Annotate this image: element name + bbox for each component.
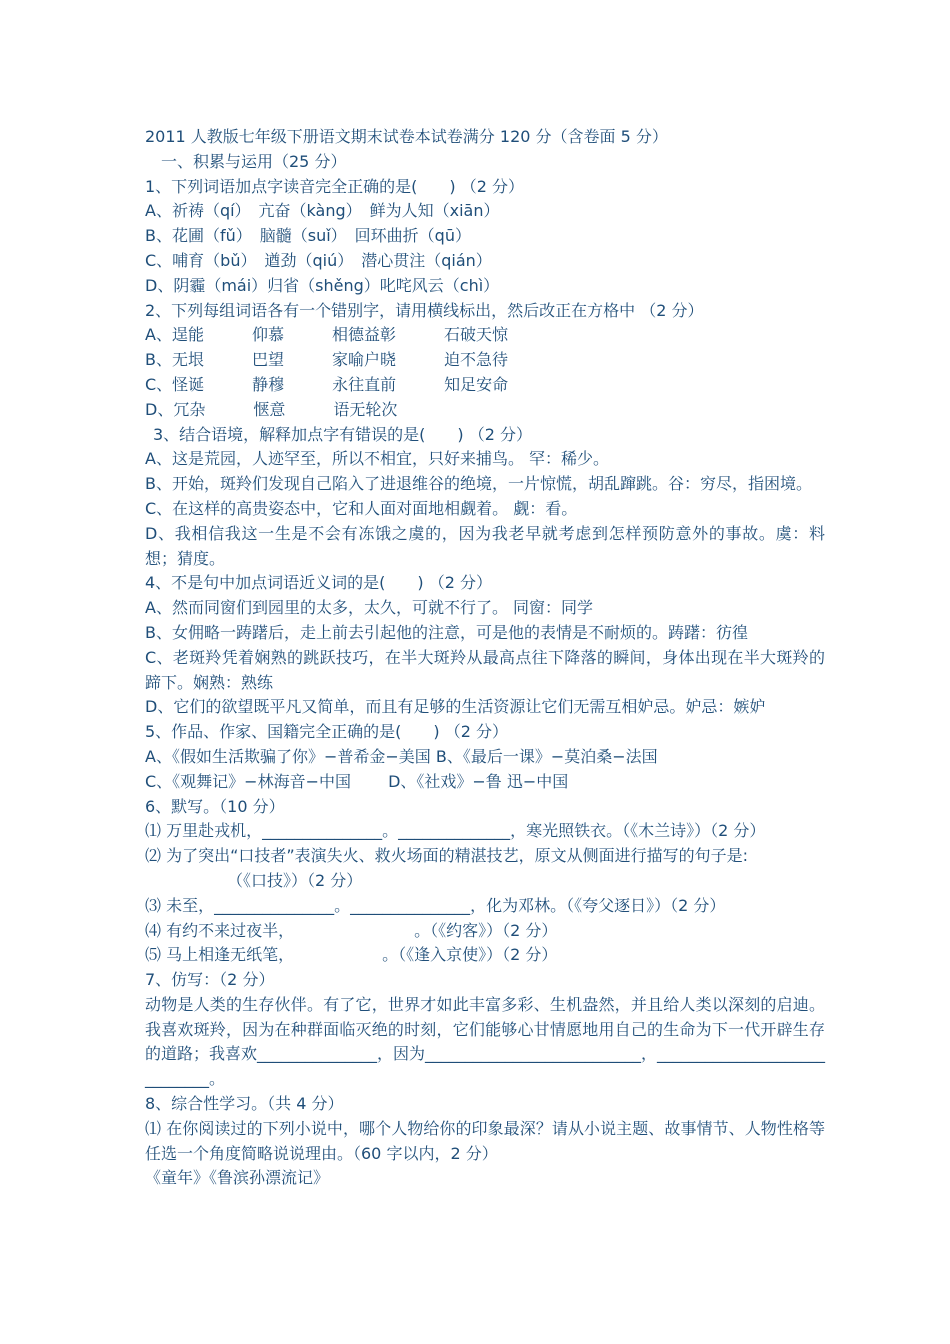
question-3-option-b: B、开始，斑羚们发现自己陷入了进退维谷的绝境，一片惊慌，胡乱蹿跳。谷：穷尽，指困境。	[145, 474, 812, 494]
question-1-stem: 1、下列词语加点字读音完全正确的是( ) （2 分）	[145, 176, 525, 196]
question-2-stem: 2、下列每组词语各有一个错别字，请用横线标出，然后改正在方格中 （2 分）	[145, 300, 704, 320]
question-6-part-2-source: （《口技》）（2 分）	[227, 870, 363, 890]
question-3-stem: 3、结合语境，解释加点字有错误的是( ) （2 分）	[153, 424, 533, 444]
question-5-options-ab: A、《假如生活欺骗了你》−普希金−美国 B、《最后一课》−莫泊桑−法国	[145, 746, 658, 766]
question-6-stem: 6、默写。（10 分）	[145, 796, 285, 816]
question-4-option-d: D、它们的欲望既平凡又简单，而且有足够的生活资源让它们无需互相妒忌。妒忌：嫉妒	[145, 697, 766, 717]
question-7-stem: 7、仿写：（2 分）	[145, 970, 275, 990]
question-3-option-a: A、这是荒园，人迹罕至，所以不相宜，只好来捕鸟。 罕：稀少。	[145, 449, 610, 469]
question-7-body: 动物是人类的生存伙伴。有了它，世界才如此丰富多彩、生机盎然，并且给人类以深刻的启迪。我喜欢斑羚，因为在种群面临灭绝的时刻，它们能够心甘情愿地用自己的生命为下一代开辟生存的道路；我喜欢_______________，因为___________________________，_____________________________。	[145, 994, 826, 1089]
question-2-option-d: D、冗杂 惬意 语无轮次	[145, 399, 398, 419]
question-6-part-1: ⑴ 万里赴戎机，_______________。______________，寒光照铁衣。（《木兰诗》）（2 分）	[145, 821, 766, 841]
question-6-part-2: ⑵ 为了突出“口技者”表演失火、救火场面的精湛技艺，原文从侧面进行描写的句子是:	[145, 846, 749, 866]
question-5-stem: 5、作品、作家、国籍完全正确的是( ) （2 分）	[145, 722, 509, 742]
question-8-stem: 8、综合性学习。（共 4 分）	[145, 1094, 344, 1114]
question-6-part-4: ⑷ 有约不来过夜半， 。（《约客》）（2 分）	[145, 920, 558, 940]
question-2-option-a: A、逞能 仰慕 相德益彰 石破天惊	[145, 325, 508, 345]
question-1-option-d: D、阴霾（mái）归省（shěng）叱咤风云（chì）	[145, 275, 500, 295]
question-8-part-1: ⑴ 在你阅读过的下列小说中，哪个人物给你的印象最深？请从小说主题、故事情节、人物性格等任选一个角度简略说说理由。（60 字以内，2 分）	[145, 1118, 825, 1163]
question-8-books: 《童年》《鲁滨孙漂流记》	[145, 1168, 330, 1188]
question-4-stem: 4、不是句中加点词语近义词的是( ) （2 分）	[145, 573, 493, 593]
question-6-part-5: ⑸ 马上相逢无纸笔， 。（《逢入京使》）（2 分）	[145, 945, 558, 965]
question-3-option-d: D、我相信我这一生是不会有冻饿之虞的，因为我老早就考虑到怎样预防意外的事故。虞：料想；猜度。	[145, 523, 825, 568]
question-2-option-b: B、无垠 巴望 家喻户晓 迫不急待	[145, 350, 508, 370]
question-2-option-c: C、怪诞 静穆 永往直前 知足安命	[145, 374, 509, 394]
question-6-part-3: ⑶ 未至，_______________。_______________，化为邓林。（《夸父逐日》）（2 分）	[145, 895, 726, 915]
question-5-options-cd: C、《观舞记》−林海音−中国 D、《社戏》−鲁 迅−中国	[145, 771, 569, 791]
question-1-option-c: C、哺育（bǔ） 遒劲（qiú） 潜心贯注（qián）	[145, 250, 492, 270]
question-1-option-b: B、花圃（fǔ） 脑髓（suǐ） 回环曲折（qū）	[145, 226, 471, 246]
question-4-option-b: B、女佣略一踌躇后，走上前去引起他的注意，可是他的表情是不耐烦的。踌躇：彷徨	[145, 622, 748, 642]
section-heading: 一、积累与运用（25 分）	[161, 151, 347, 171]
exam-title: 2011 人教版七年级下册语文期末试卷本试卷满分 120 分（含卷面 5 分）	[145, 127, 668, 146]
question-4-option-a: A、然而同窗们到园里的太多，太久，可就不行了。 同窗：同学	[145, 598, 594, 618]
question-3-option-c: C、在这样的高贵姿态中，它和人面对面地相觑着。 觑：看。	[145, 498, 578, 518]
question-1-option-a: A、祈祷（qí） 亢奋（kàng） 鲜为人知（xiān）	[145, 201, 500, 221]
exam-content	[145, 125, 825, 1191]
question-4-option-c: C、老斑羚凭着娴熟的跳跃技巧，在半大斑羚从最高点往下降落的瞬间，身体出现在半大斑羚的蹄下。娴熟：熟练	[145, 647, 825, 692]
